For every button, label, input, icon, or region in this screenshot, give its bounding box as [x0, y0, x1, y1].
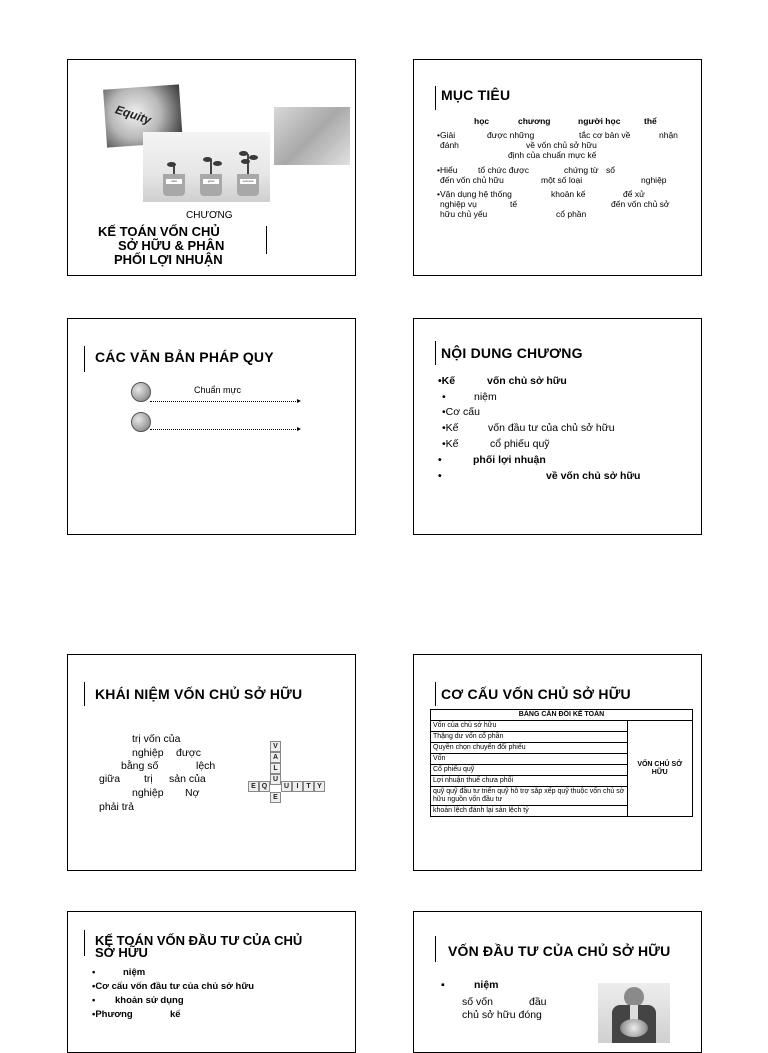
slide-2-title: MỤC TIÊU	[441, 87, 511, 103]
definition-text: nghiệp	[132, 787, 164, 799]
table-row: khoản lệch đánh lại sản lệch tỷ	[431, 806, 628, 817]
slide-4[interactable]	[413, 318, 702, 535]
slide-1-chapter-label: CHƯƠNG	[186, 210, 233, 221]
table-row: Thặng dư vốn cổ phần	[431, 732, 628, 743]
slide-8[interactable]	[413, 911, 702, 1053]
objective-text: tổ chức được	[478, 165, 529, 175]
content-text: đầu	[529, 996, 547, 1008]
content-item: vốn đầu tư của chủ sở hữu	[488, 422, 615, 434]
content-item: •	[92, 967, 96, 978]
bullet-circle-icon	[131, 412, 151, 432]
slide-4-title: NỘI DUNG CHƯƠNG	[441, 345, 583, 361]
regulation-item-label: Chuẩn mực	[194, 385, 242, 395]
objective-text: nghiệp vụ	[440, 199, 477, 209]
objective-text: tắc cơ bản về	[579, 130, 631, 140]
objective-text: đến vốn chủ hữu	[440, 175, 504, 185]
raised-hands-money-image	[274, 107, 350, 165]
equity-side-label: VỐN CHỦ SỞ HỮU	[627, 721, 693, 817]
title-accent-bar	[435, 341, 436, 365]
objective-text: cổ phần	[556, 209, 587, 219]
slide-2[interactable]	[413, 59, 702, 276]
arrow-head-icon	[297, 427, 301, 431]
equity-image-text: Equity	[113, 102, 153, 128]
content-item: vốn chủ sở hữu	[487, 375, 567, 387]
bullet-circle-icon	[131, 382, 151, 402]
content-item: •Cơ cấu vốn đầu tư của chủ sở hữu	[92, 981, 255, 992]
content-item: •Kế	[438, 375, 456, 387]
objective-header-word: thể	[644, 116, 657, 126]
objective-text: •Giải	[437, 130, 456, 140]
table-row: Vốn của chủ sở hữu	[431, 721, 628, 732]
slide-3[interactable]	[67, 318, 356, 535]
slide-5[interactable]	[67, 654, 356, 871]
definition-text: nghiệp	[132, 747, 164, 759]
objective-header-word: học	[474, 116, 490, 126]
dotted-leader-line	[150, 429, 298, 430]
title-accent-bar	[435, 936, 436, 962]
balance-sheet-table	[430, 709, 693, 817]
definition-text: giữa	[99, 773, 121, 785]
title-accent-bar	[84, 930, 85, 956]
content-item: niệm	[474, 391, 497, 403]
slide-5-title: KHÁI NIỆM VỐN CHỦ SỞ HỮU	[95, 686, 303, 702]
slide-3-title: CÁC VĂN BẢN PHÁP QUY	[95, 349, 274, 365]
definition-text: sản của	[169, 773, 206, 785]
definition-text: bằng số	[121, 760, 159, 772]
objective-text: chứng từ	[564, 165, 599, 175]
objective-text: khoản kế	[551, 189, 586, 199]
content-item: •Kế	[442, 422, 459, 434]
definition-text: được	[176, 747, 202, 759]
objective-text: hữu chủ yếu	[440, 209, 488, 219]
title-accent-bar	[266, 226, 267, 254]
slide-1-title-line-2: SỞ HỮU & PHÂN	[118, 238, 225, 253]
objective-text: •Vận dụng hệ thống	[437, 189, 512, 199]
title-accent-bar	[435, 86, 436, 110]
title-accent-bar	[435, 682, 436, 706]
content-text: số vốn	[462, 996, 493, 1008]
content-item: khoản sử dụng	[115, 995, 184, 1006]
content-item: về vốn chủ sở hữu	[546, 470, 641, 482]
seedling-pots-image: start grow success	[143, 132, 270, 202]
table-row: Cổ phiếu quỹ	[431, 765, 628, 776]
content-item: •	[438, 454, 442, 466]
definition-text: Nợ	[185, 787, 200, 799]
table-row: quỹ quỹ đầu tư triển quỹ hỗ trợ sắp xếp quỹ thuộc vốn chủ sở hữu nguồn vốn đầu tư	[431, 787, 628, 806]
objective-text: đến vốn chủ sở	[611, 199, 670, 209]
value-equity-tiles-image: V A L U E E Q U I T Y	[244, 737, 324, 807]
table-row: Quyền chọn chuyển đổi phiếu	[431, 743, 628, 754]
definition-text: lệch	[196, 760, 216, 772]
objective-header-word: người học	[578, 116, 621, 126]
slide-8-title: VỐN ĐẦU TƯ CỦA CHỦ SỞ HỮU	[448, 943, 671, 959]
content-item: •	[442, 391, 446, 403]
objective-text: nhận	[659, 130, 678, 140]
objective-text: một số loại	[541, 175, 583, 185]
objective-text: tế	[510, 199, 518, 209]
content-item: •Phương	[92, 1009, 133, 1020]
content-item: •	[438, 470, 442, 482]
definition-text: phải trả	[99, 801, 135, 813]
objective-text: về vốn chủ sở hữu	[526, 140, 597, 150]
content-item: niệm	[123, 967, 146, 978]
objective-text: sổ	[606, 165, 615, 175]
objective-text: để xử	[623, 189, 645, 199]
table-header: BẢNG CÂN ĐỐI KẾ TOÁN	[431, 710, 693, 721]
objective-text: được những	[487, 130, 535, 140]
content-item: •	[92, 995, 96, 1006]
slide-1-title-line-3: PHỐI LỢI NHUẬN	[114, 252, 223, 267]
slide-7[interactable]	[67, 911, 356, 1053]
slide-7-title-line-1: KẾ TOÁN VỐN ĐẦU TƯ CỦA CHỦ	[95, 933, 303, 948]
content-item: phối lợi nhuận	[473, 454, 546, 466]
objective-text: •Hiểu	[437, 165, 458, 175]
slide-6[interactable]	[413, 654, 702, 871]
definition-text: trị	[144, 773, 153, 785]
bullet-square-icon: ▪	[441, 979, 445, 991]
objective-text: đánh	[440, 140, 459, 150]
content-text: chủ sở hữu đóng	[462, 1009, 542, 1021]
table-row: Vốn	[431, 754, 628, 765]
slide-1-title-line-1: KẾ TOÁN VỐN CHỦ	[98, 224, 220, 239]
content-item: •Kế	[442, 438, 459, 450]
table-row: Lợi nhuận thuế chưa phối	[431, 776, 628, 787]
objective-header-word: chương	[518, 116, 551, 126]
title-accent-bar	[84, 346, 85, 372]
content-item: •Cơ cấu	[442, 406, 480, 418]
objective-text: định của chuẩn mực kế	[508, 150, 597, 160]
dotted-leader-line	[150, 401, 298, 402]
content-item: niệm	[474, 979, 499, 991]
slide-6-title: CƠ CẤU VỐN CHỦ SỞ HỮU	[441, 686, 631, 702]
slide-1[interactable]	[67, 59, 356, 276]
content-item: kế	[170, 1009, 181, 1020]
title-accent-bar	[84, 682, 85, 706]
objective-text: nghiệp	[641, 175, 667, 185]
arrow-head-icon	[297, 399, 301, 403]
content-item: cổ phiếu quỹ	[490, 438, 550, 450]
slide-7-title-line-2: SỞ HỮU	[95, 945, 148, 960]
businessman-coins-image	[598, 983, 670, 1043]
definition-text: trị vốn của	[132, 733, 181, 745]
